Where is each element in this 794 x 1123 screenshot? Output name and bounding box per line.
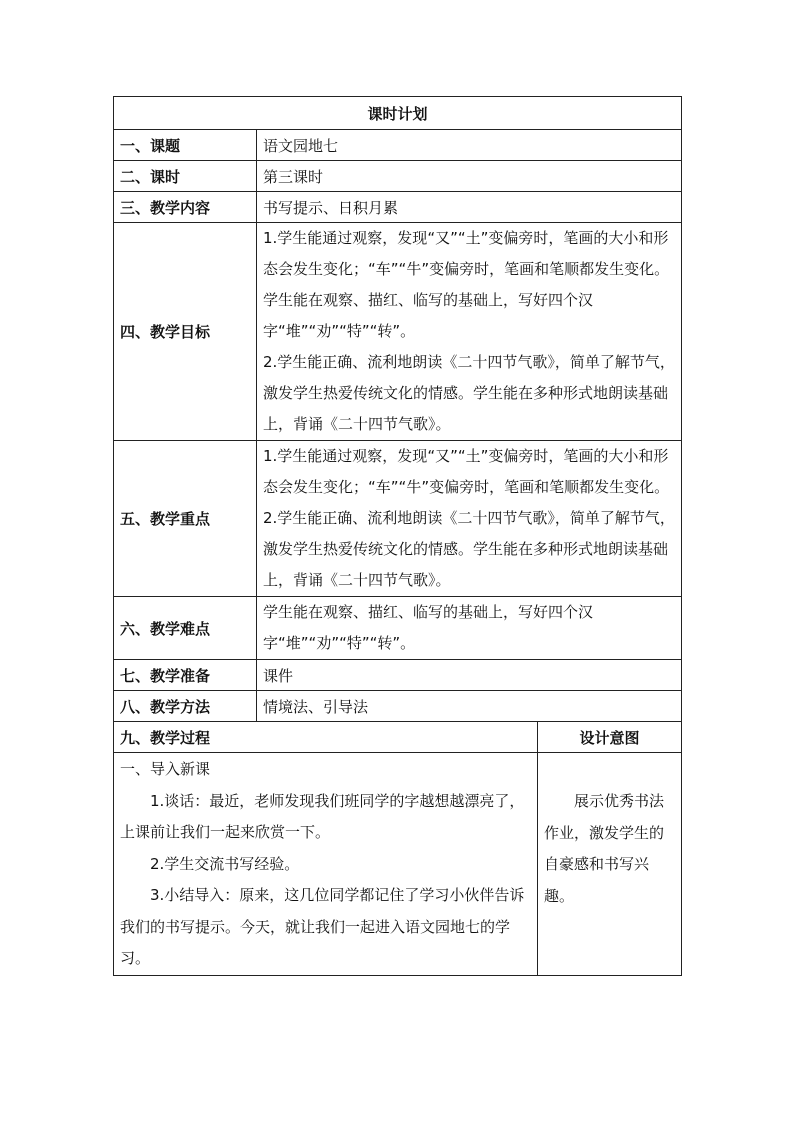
method-value: 情境法、引导法 [257,691,682,722]
row-key-points [114,441,682,597]
page-title: 课时计划 [114,97,682,130]
process-label: 九、教学过程 [114,722,538,753]
preparation-label: 七、教学准备 [114,660,257,691]
row-process-header [114,722,682,753]
period-label: 二、课时 [114,161,257,192]
row-goals [114,223,682,441]
key-points-label: 五、教学重点 [114,441,257,597]
process-step-3: 3.小结导入：原来，这几位同学都记住了学习小伙伴告诉我们的书写提示。今天，就让我们一起进入语文园地七的学习。 [120,886,525,967]
title-row [114,97,682,130]
difficulty-label: 六、教学难点 [114,597,257,660]
row-topic [114,130,682,161]
lesson-plan-table [113,96,682,976]
difficulty-text: 学生能在观察、描红、临写的基础上，写好四个汉字“堆”“劝”“特”“转”。 [263,603,594,652]
process-step-1: 1.谈话：最近，老师发现我们班同学的字越想越漂亮了，上课前让我们一起来欣赏一下。 [120,791,525,841]
process-steps [114,753,538,976]
key-point-item-1: 1.学生能通过观察，发现“又”“土”变偏旁时，笔画的大小和形态会发生变化；“车”“牛”变偏旁时，笔画和笔顺都发生变化。 [263,447,670,496]
difficulty-value [257,597,682,660]
process-step-2: 2.学生交流书写经验。 [150,854,300,873]
intent-text: 展示优秀书法作业，激发学生的自豪感和书写兴趣。 [544,792,665,905]
row-content [114,192,682,223]
goals-value [257,223,682,441]
content-label: 三、教学内容 [114,192,257,223]
method-label: 八、教学方法 [114,691,257,722]
topic-label: 一、课题 [114,130,257,161]
process-section-title: 一、导入新课 [120,760,211,778]
topic-value: 语文园地七 [257,130,682,161]
goal-item-2: 2.学生能正确、流利地朗读《二十四节气歌》，简单了解节气，激发学生热爱传统文化的情感。学生能在多种形式地朗读基础上，背诵《二十四节气歌》。 [263,353,675,433]
intent-header: 设计意图 [538,722,682,753]
goals-label: 四、教学目标 [114,223,257,441]
row-process-body [114,753,682,976]
row-preparation [114,660,682,691]
key-point-item-2: 2.学生能正确、流利地朗读《二十四节气歌》，简单了解节气，激发学生热爱传统文化的情感。学生能在多种形式地朗读基础上，背诵《二十四节气歌》。 [263,509,675,589]
content-value: 书写提示、日积月累 [257,192,682,223]
goal-item-1: 1.学生能通过观察，发现“又”“土”变偏旁时，笔画的大小和形态会发生变化；“车”“牛”变偏旁时，笔画和笔顺都发生变化。学生能在观察、描红、临写的基础上，写好四个汉字“堆”“劝”“特”“转”。 [263,229,670,340]
preparation-value: 课件 [257,660,682,691]
period-value: 第三课时 [257,161,682,192]
row-method [114,691,682,722]
key-points-value [257,441,682,597]
row-period [114,161,682,192]
row-difficulty [114,597,682,660]
process-intent [538,753,682,976]
